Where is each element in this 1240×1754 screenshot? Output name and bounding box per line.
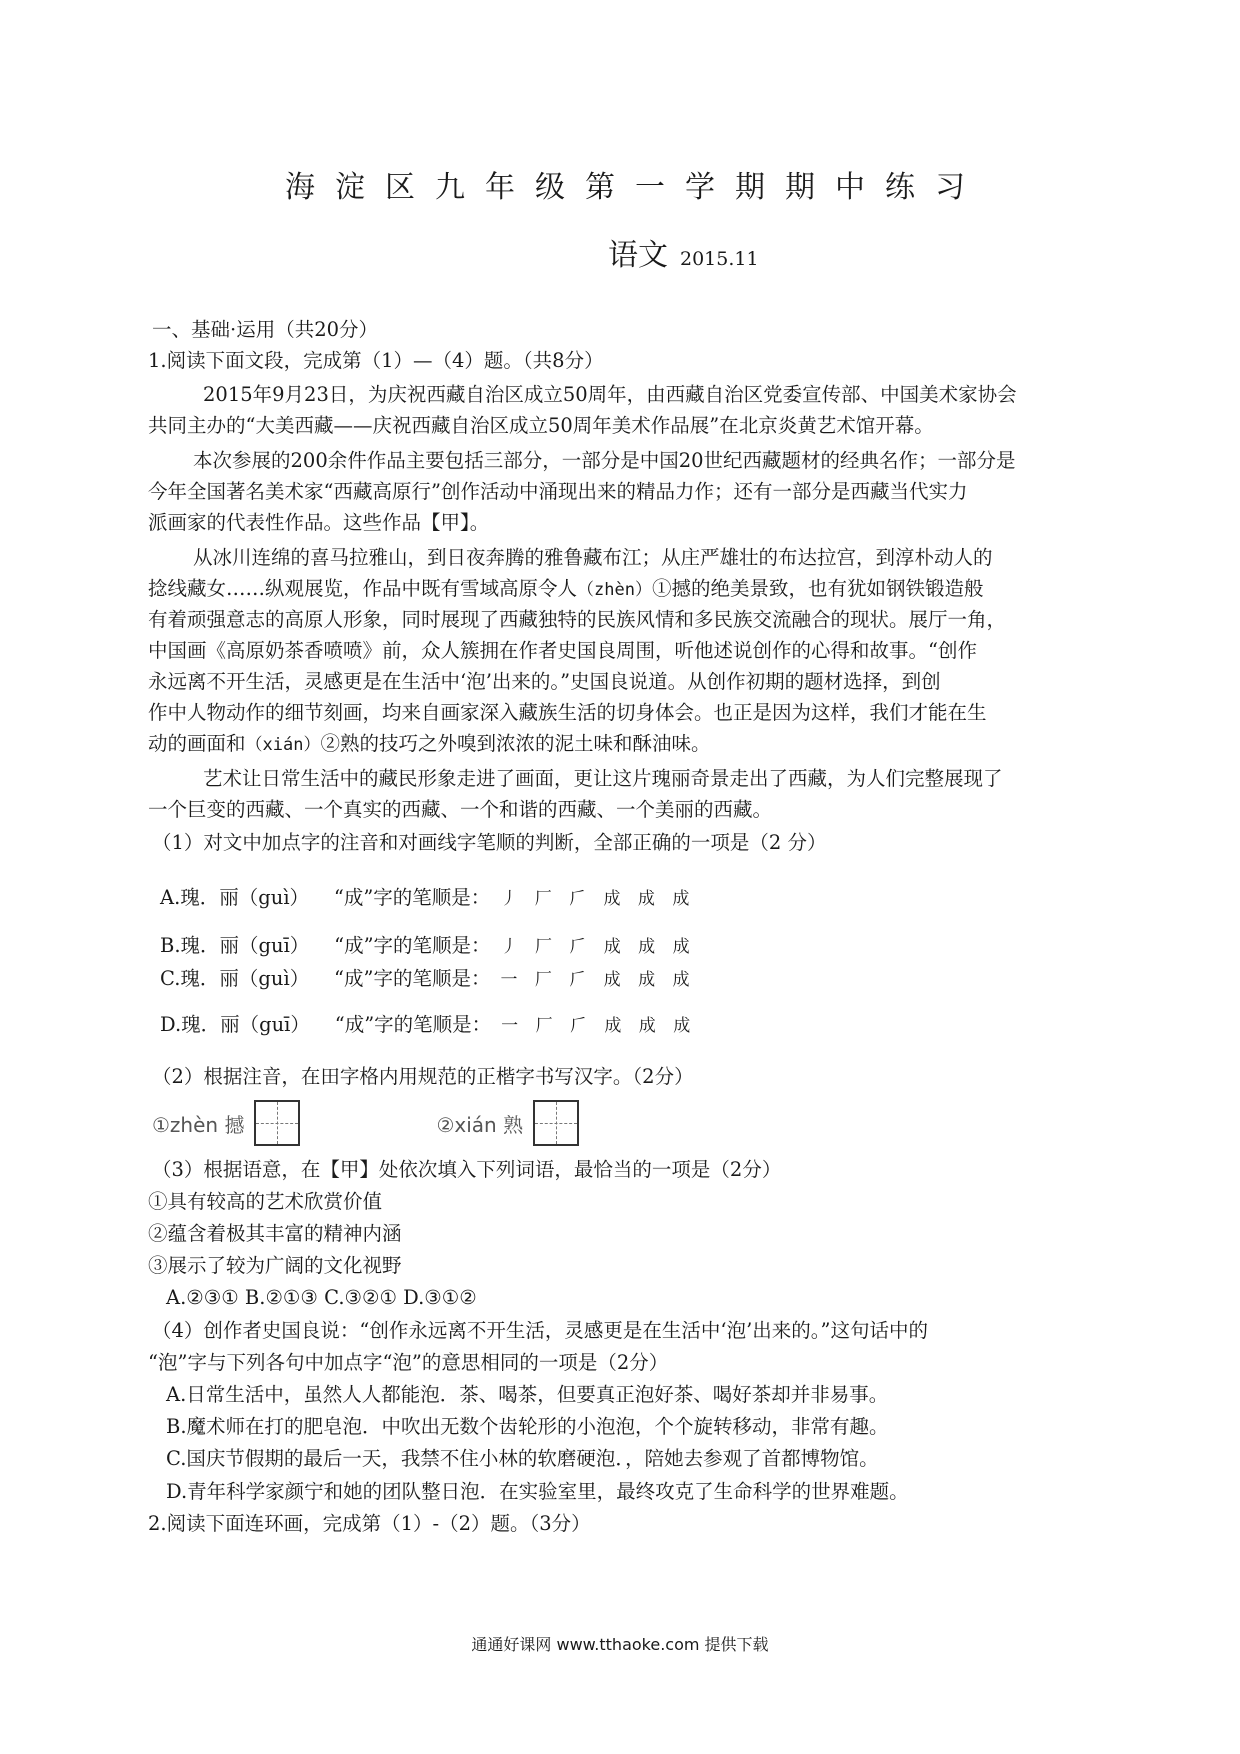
paragraph-3-line-1: 从冰川连绵的喜马拉雅山，到日夜奔腾的雅鲁藏布江；从庄严雄壮的布达拉宫，到淳朴动人的	[193, 546, 993, 569]
option-text: “成”字的笔顺是：	[333, 886, 491, 909]
pinyin-xian: （xián）	[245, 735, 321, 755]
option-text: “成”字的笔顺是：	[334, 1013, 492, 1036]
phrase-1: ①具有较高的艺术欣赏价值	[148, 1190, 383, 1213]
stroke-order: 一 厂 𠂆 成 成 成	[500, 970, 696, 990]
text-fragment: ②熟的技巧之外嗅到浓浓的泥土味和酥油味。	[320, 732, 711, 755]
footer-credit: 通通好课网 www.tthaoke.com 提供下载	[471, 1635, 769, 1654]
subquestion-4-option-b: B.魔术师在打的肥皂泡．中吹出无数个齿轮形的小泡泡，个个旋转移动，非常有趣。	[166, 1415, 889, 1438]
option-a	[160, 885, 695, 912]
subquestion-3-prompt: （3）根据语意，在【甲】处依次填入下列词语，最恰当的一项是（2分）	[152, 1158, 782, 1181]
phrase-3: ③展示了较为广阔的文化视野	[148, 1254, 402, 1277]
paragraph-2-line-2: 今年全国著名美术家“西藏高原行”创作活动中涌现出来的精品力作；还有一部分是西藏当代实力	[148, 480, 968, 503]
stroke-order: 丿 厂 𠂆 成 成 成	[500, 889, 696, 909]
option-d	[160, 1012, 696, 1039]
tian-grid-1[interactable]	[254, 1100, 300, 1146]
subquestion-1-prompt: （1）对文中加点字的注音和对画线字笔顺的判断，全部正确的一项是（2 分）	[152, 831, 827, 854]
subject-label: 语文	[608, 238, 668, 273]
paragraph-1-line-2: 共同主办的“大美西藏——庆祝西藏自治区成立50周年美术作品展”在北京炎黄艺术馆开幕。	[148, 414, 934, 437]
stroke-order: 一 厂 𠂆 成 成 成	[501, 1016, 697, 1036]
text-fragment: 捻线藏女……纵观展览，作品中既有雪域高原令人	[148, 577, 578, 600]
option-label: D.瑰．丽（guī）	[160, 1013, 310, 1036]
section-heading: 一、基础·运用（共20分）	[152, 318, 379, 341]
text-fragment: ①撼的绝美景致，也有犹如钢铁锻造般	[651, 577, 984, 600]
grid-1-label: ①zhèn 撼	[152, 1112, 245, 1137]
paragraph-4-line-1: 艺术让日常生活中的藏民形象走进了画面，更让这片瑰丽奇景走出了西藏，为人们完整展现了	[203, 767, 1003, 790]
question-2-prompt: 2.阅读下面连环画，完成第（1）-（2）题。（3分）	[148, 1512, 591, 1535]
subquestion-4-option-a: A.日常生活中，虽然人人都能泡．茶、喝茶，但要真正泡好茶、喝好茶却并非易事。	[166, 1383, 889, 1406]
paragraph-3-line-3: 有着顽强意志的高原人形象，同时展现了西藏独特的民族风情和多民族交流融合的现状。展厅一角，	[148, 608, 1007, 631]
paragraph-3-line-6: 作中人物动作的细节刻画，均来自画家深入藏族生活的切身体会。也正是因为这样，我们才能在生	[148, 701, 987, 724]
question-1-prompt: 1.阅读下面文段，完成第（1）—（4）题。（共8分）	[148, 349, 604, 372]
stroke-order: 丿 厂 𠂆 成 成 成	[500, 937, 696, 957]
grid-2-label: ②xián 熟	[436, 1112, 524, 1137]
page-title: 海淀区九年级第一学期期中练习	[285, 170, 985, 205]
subtitle	[608, 230, 759, 274]
option-c	[160, 966, 695, 993]
paragraph-1-line-1: 2015年9月23日，为庆祝西藏自治区成立50周年，由西藏自治区党委宣传部、中国美术家协会	[203, 383, 1017, 406]
option-text: “成”字的笔顺是：	[334, 934, 491, 957]
subquestion-2-prompt: （2）根据注音，在田字格内用规范的正楷字书写汉字。（2分）	[152, 1065, 694, 1088]
paragraph-2-line-1: 本次参展的200余件作品主要包括三部分，一部分是中国20世纪西藏题材的经典名作；一部分是	[193, 449, 1016, 472]
option-label: B.瑰．丽（guī）	[160, 934, 310, 957]
exam-date: 2015.11	[680, 248, 759, 270]
pinyin-zhen: （zhèn）	[577, 580, 652, 600]
paragraph-2-line-3: 派画家的代表性作品。这些作品【甲】。	[148, 511, 490, 534]
option-text: “成”字的笔顺是：	[334, 967, 491, 990]
subquestion-3-choices: A.②③① B.②①③ C.③②① D.③①②	[166, 1286, 477, 1309]
option-b	[160, 933, 696, 960]
writing-grid-row	[152, 1098, 579, 1148]
subquestion-4-option-d: D.青年科学家颜宁和她的团队整日泡．在实验室里，最终攻克了生命科学的世界难题。	[166, 1480, 909, 1503]
paragraph-3-line-4: 中国画《高原奶茶香喷喷》前，众人簇拥在作者史国良周围，听他述说创作的心得和故事。“创作	[148, 639, 977, 662]
paragraph-4-line-2: 一个巨变的西藏、一个真实的西藏、一个和谐的西藏、一个美丽的西藏。	[148, 798, 773, 821]
paragraph-3-line-7	[148, 731, 710, 758]
subquestion-4-prompt-line-2: “泡”字与下列各句中加点字“泡”的意思相同的一项是（2分）	[148, 1351, 669, 1374]
option-label: A.瑰．丽（guì）	[160, 886, 310, 909]
option-label: C.瑰．丽（guì）	[160, 967, 310, 990]
paragraph-3-line-5: 永远离不开生活，灵感更是在生活中‘泡’出来的。”史国良说道。从创作初期的题材选择，到创	[148, 670, 941, 693]
subquestion-4-option-c: C.国庆节假期的最后一天，我禁不住小林的软磨硬泡．，陪她去参观了首都博物馆。	[166, 1447, 879, 1470]
paragraph-3-line-2	[148, 576, 983, 603]
subquestion-4-prompt-line-1: （4）创作者史国良说：“创作永远离不开生活，灵感更是在生活中‘泡’出来的。”这句话中的	[152, 1319, 928, 1342]
tian-grid-2[interactable]	[533, 1100, 579, 1146]
phrase-2: ②蕴含着极其丰富的精神内涵	[148, 1222, 402, 1245]
text-fragment: 动的画面和	[148, 732, 246, 755]
